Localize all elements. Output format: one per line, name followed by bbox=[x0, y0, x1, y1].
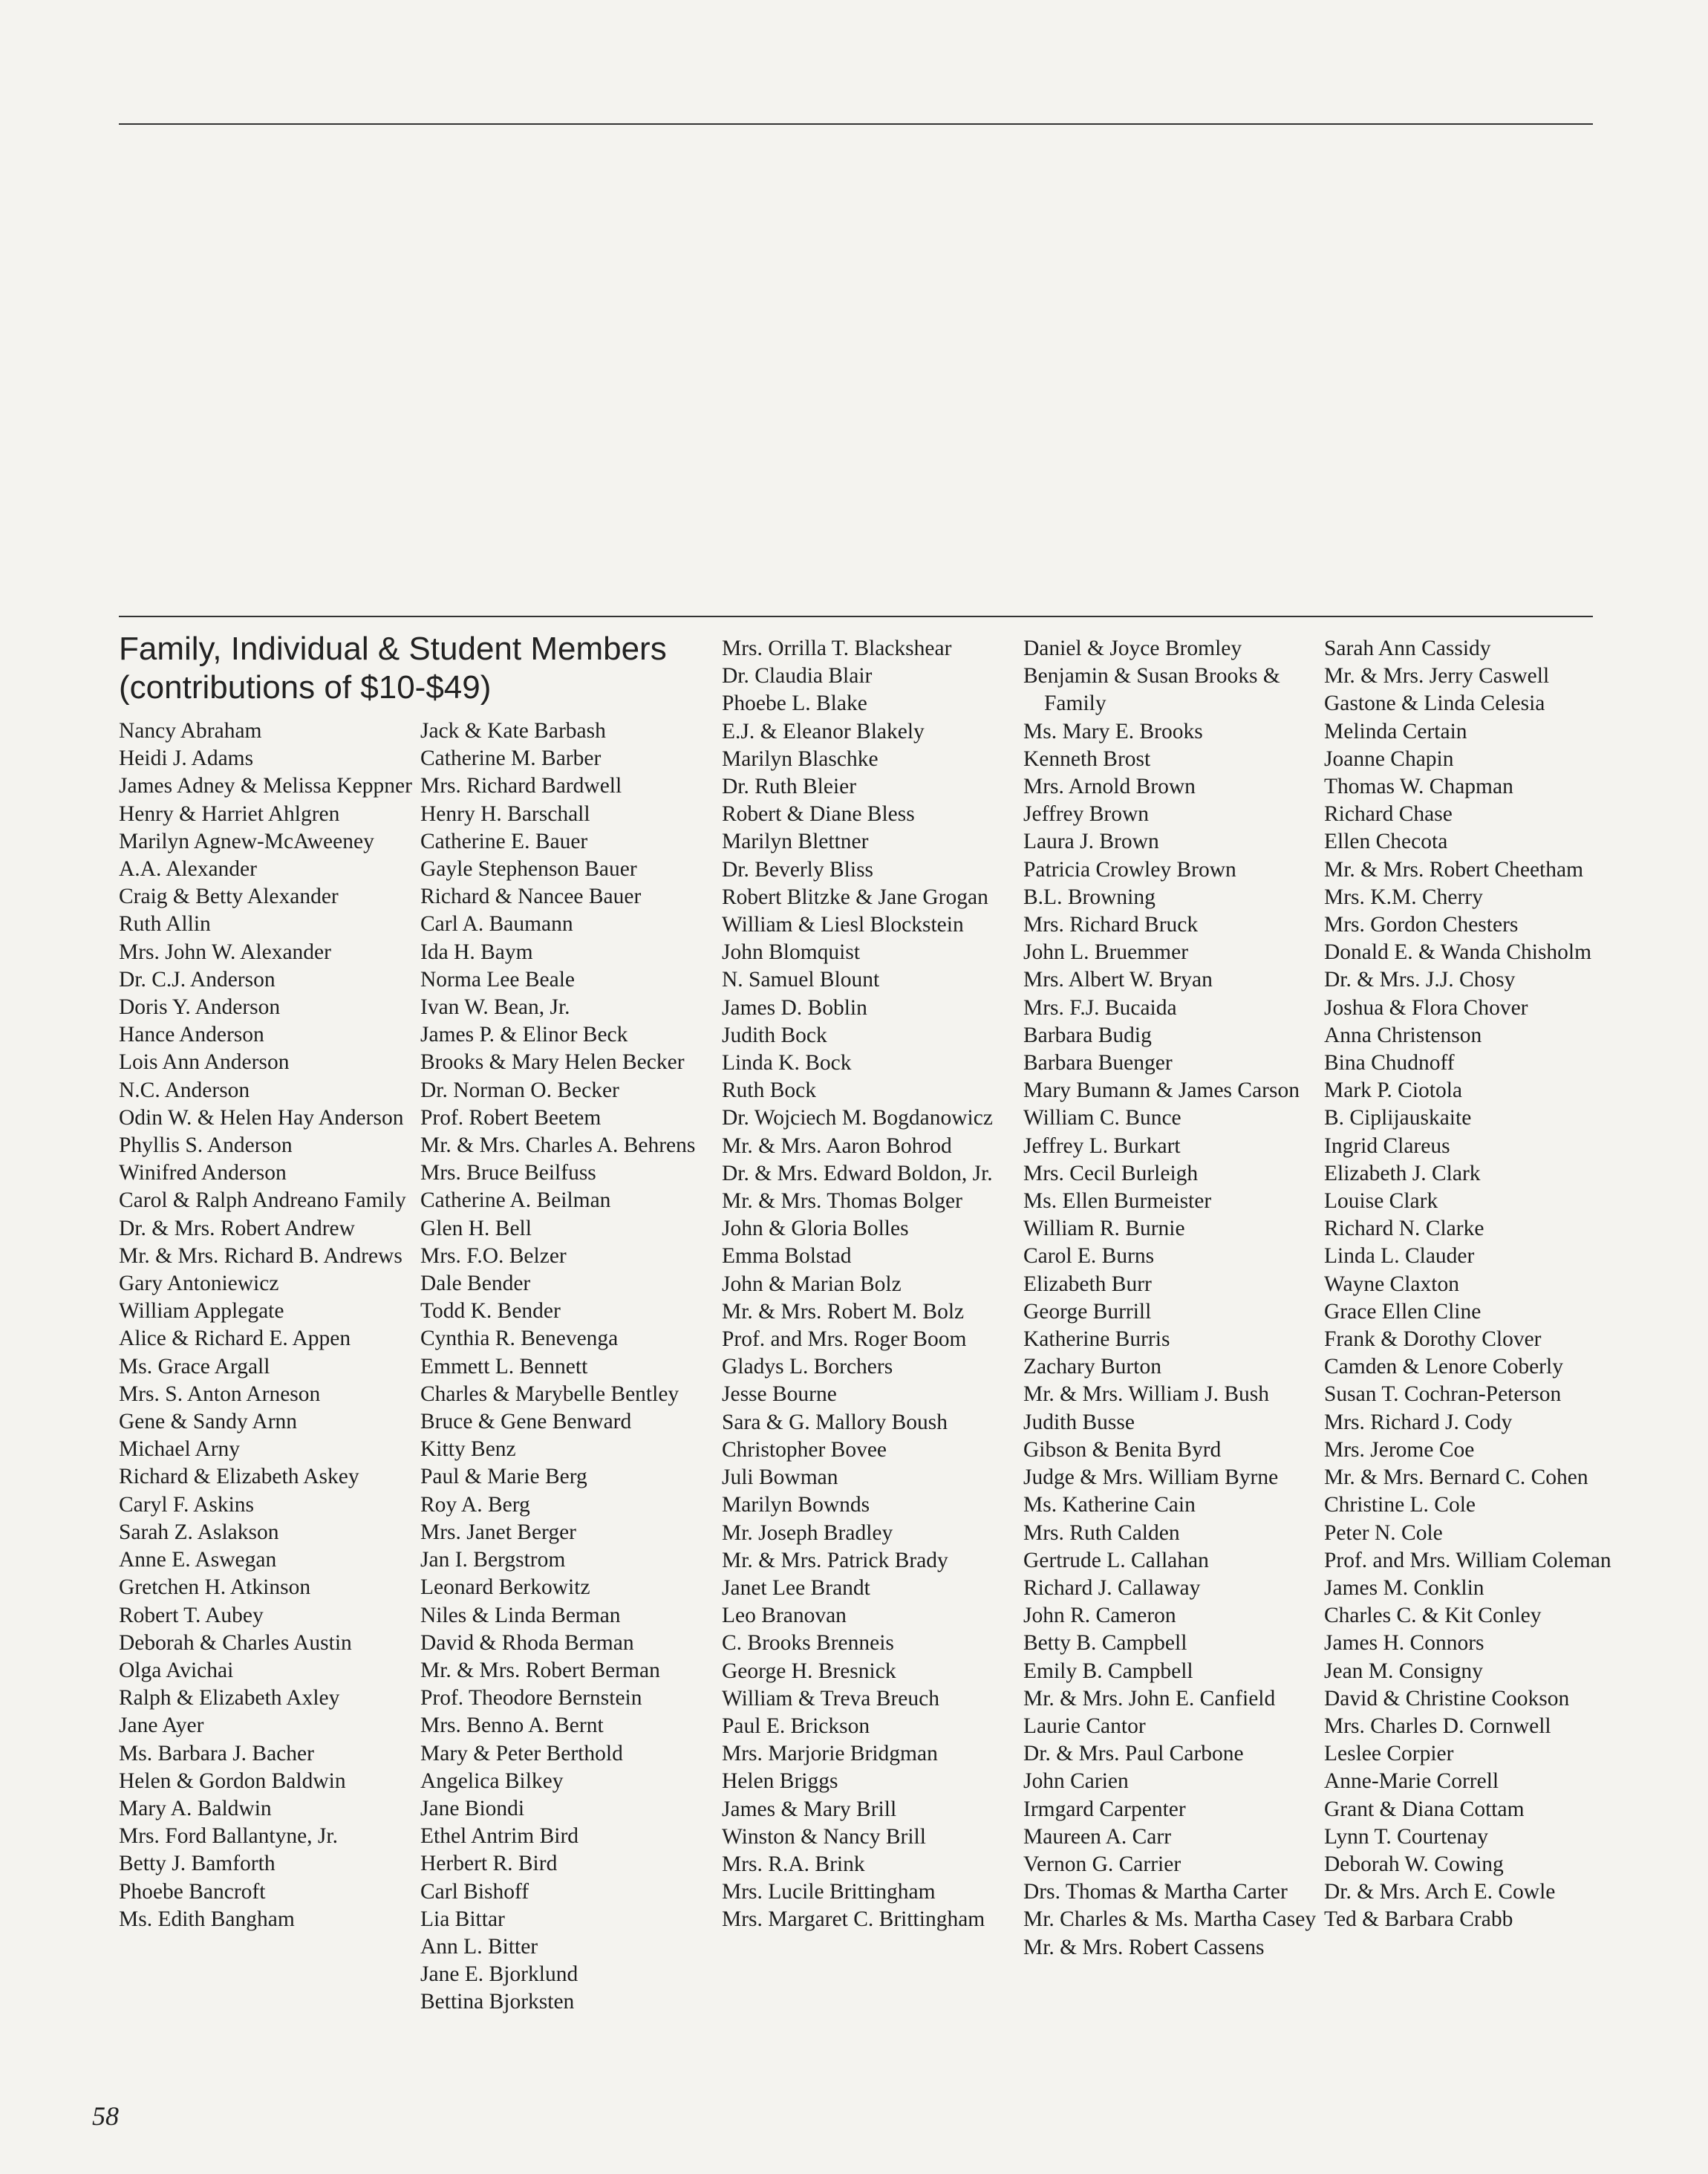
member-name: Ms. Katherine Cain bbox=[1023, 1493, 1196, 1517]
member-name: Bettina Bjorksten bbox=[420, 1990, 575, 2014]
member-name: Ms. Barbara J. Bacher bbox=[119, 1741, 314, 1765]
member-name: Prof. Robert Beetem bbox=[420, 1105, 602, 1130]
member-name: Dr. Ruth Bleier bbox=[722, 775, 857, 799]
member-name: Anna Christenson bbox=[1324, 1023, 1482, 1047]
member-name: Mrs. Orrilla T. Blackshear bbox=[722, 637, 952, 660]
member-name: Mrs. Margaret C. Brittingham bbox=[722, 1907, 985, 1932]
member-name: James Adney & Melissa Keppner bbox=[119, 774, 412, 798]
member-name: Mr. & Mrs. Thomas Bolger bbox=[722, 1189, 962, 1214]
member-name: Leslee Corpier bbox=[1324, 1742, 1454, 1766]
member-name: Sara & G. Mallory Boush bbox=[722, 1410, 948, 1434]
member-name: Bruce & Gene Benward bbox=[420, 1410, 632, 1434]
member-name: Juli Bowman bbox=[722, 1465, 838, 1490]
member-name: Helen Briggs bbox=[722, 1769, 838, 1794]
member-name: Norma Lee Beale bbox=[420, 967, 576, 992]
member-column-1 bbox=[119, 717, 412, 1933]
member-name: Deborah & Charles Austin bbox=[119, 1630, 352, 1655]
member-name: Mrs. Bruce Beilfuss bbox=[420, 1161, 596, 1185]
member-name: Charles C. & Kit Conley bbox=[1324, 1604, 1542, 1628]
member-name: Mr. & Mrs. William J. Bush bbox=[1023, 1382, 1269, 1407]
member-name: James & Mary Brill bbox=[722, 1797, 897, 1821]
member-name: Frank & Dorothy Clover bbox=[1324, 1327, 1542, 1352]
section-heading bbox=[119, 630, 683, 707]
member-name: Ingrid Clareus bbox=[1324, 1133, 1450, 1158]
member-name: Jane Biondi bbox=[420, 1796, 525, 1820]
member-name: Angelica Bilkey bbox=[420, 1768, 564, 1793]
member-name: Paul E. Brickson bbox=[722, 1714, 870, 1738]
member-name: Patricia Crowley Brown bbox=[1023, 857, 1236, 882]
member-name: Niles & Linda Berman bbox=[420, 1603, 621, 1627]
member-name: Mrs. Albert W. Bryan bbox=[1023, 968, 1213, 992]
heading-line-2: (contributions of $10-$49) bbox=[119, 669, 492, 706]
member-name: John Blomquist bbox=[722, 940, 861, 965]
member-name: Mrs. F.J. Bucaida bbox=[1023, 995, 1177, 1020]
member-name: Joshua & Flora Chover bbox=[1324, 995, 1528, 1020]
member-name: Caryl F. Askins bbox=[119, 1492, 255, 1517]
member-name: Mary Bumann & James Carson bbox=[1023, 1078, 1300, 1103]
member-name: Mrs. F.O. Belzer bbox=[420, 1243, 567, 1268]
member-name: Prof. and Mrs. William Coleman bbox=[1324, 1548, 1611, 1572]
member-name: Mr. & Mrs. Charles A. Behrens bbox=[420, 1133, 696, 1158]
member-name: Doris Y. Anderson bbox=[119, 995, 281, 1020]
member-name: Richard & Elizabeth Askey bbox=[119, 1465, 359, 1489]
member-name: Grant & Diana Cottam bbox=[1324, 1797, 1525, 1821]
member-name: Grace Ellen Cline bbox=[1324, 1299, 1482, 1324]
member-name: Melinda Certain bbox=[1324, 719, 1467, 743]
member-name: James H. Connors bbox=[1324, 1631, 1484, 1656]
member-name: Catherine M. Barber bbox=[420, 746, 602, 771]
member-name: Jeffrey L. Burkart bbox=[1023, 1133, 1181, 1158]
member-name: Gastone & Linda Celesia bbox=[1324, 691, 1545, 716]
member-name: Mrs. Richard J. Cody bbox=[1324, 1410, 1513, 1434]
member-name: Sarah Ann Cassidy bbox=[1324, 637, 1491, 660]
member-name: Janet Lee Brandt bbox=[722, 1575, 870, 1600]
member-name: Gayle Stephenson Bauer bbox=[420, 857, 637, 882]
member-name: Heidi J. Adams bbox=[119, 746, 254, 771]
section-rule bbox=[119, 616, 1593, 617]
member-name: Helen & Gordon Baldwin bbox=[119, 1768, 346, 1793]
member-name: Phyllis S. Anderson bbox=[119, 1133, 293, 1158]
member-name: Benjamin & Susan Brooks & Family bbox=[1023, 664, 1280, 716]
member-name: Christopher Bovee bbox=[722, 1437, 887, 1462]
member-name: Carl Bishoff bbox=[420, 1879, 529, 1904]
member-name: Kitty Benz bbox=[420, 1437, 516, 1462]
member-name: Ms. Mary E. Brooks bbox=[1023, 719, 1203, 743]
member-name: Susan T. Cochran-Peterson bbox=[1324, 1382, 1562, 1407]
member-name: Joanne Chapin bbox=[1324, 746, 1454, 771]
member-column-3 bbox=[722, 635, 1015, 1934]
member-name: Barbara Buenger bbox=[1023, 1051, 1173, 1075]
member-name: Mr. & Mrs. John E. Canfield bbox=[1023, 1686, 1276, 1711]
member-name: Phoebe L. Blake bbox=[722, 691, 867, 716]
member-name: Emily B. Campbell bbox=[1023, 1659, 1193, 1683]
member-name: Laura J. Brown bbox=[1023, 830, 1159, 854]
member-name: B. Ciplijauskaite bbox=[1324, 1106, 1472, 1130]
member-name: Mr. & Mrs. Robert M. Bolz bbox=[722, 1299, 965, 1324]
member-name: Gary Antoniewicz bbox=[119, 1272, 279, 1296]
member-name: Wayne Claxton bbox=[1324, 1272, 1459, 1296]
member-name: Brooks & Mary Helen Becker bbox=[420, 1050, 685, 1075]
member-name: George Burrill bbox=[1023, 1299, 1152, 1324]
member-name: Mary & Peter Berthold bbox=[420, 1741, 623, 1765]
member-name: Mrs. Cecil Burleigh bbox=[1023, 1161, 1199, 1185]
member-name: James P. & Elinor Beck bbox=[420, 1023, 628, 1047]
member-name: Mrs. Charles D. Cornwell bbox=[1324, 1714, 1551, 1738]
member-name: Ellen Checota bbox=[1324, 830, 1448, 854]
member-name: Henry H. Barschall bbox=[420, 801, 590, 826]
member-name: Carl A. Baumann bbox=[420, 912, 573, 937]
member-name: Mrs. K.M. Cherry bbox=[1324, 885, 1483, 909]
member-name: Mrs. Jerome Coe bbox=[1324, 1437, 1475, 1462]
member-name: Roy A. Berg bbox=[420, 1492, 530, 1517]
member-name: Craig & Betty Alexander bbox=[119, 885, 339, 909]
member-name: Winston & Nancy Brill bbox=[722, 1824, 926, 1849]
member-column-5 bbox=[1324, 635, 1617, 1934]
member-name: Cynthia R. Benevenga bbox=[420, 1327, 619, 1351]
member-name: Robert & Diane Bless bbox=[722, 802, 915, 827]
member-name: Odin W. & Helen Hay Anderson bbox=[119, 1105, 404, 1130]
member-name: Dr. & Mrs. J.J. Chosy bbox=[1324, 968, 1516, 992]
member-name: Marilyn Bownds bbox=[722, 1493, 870, 1517]
member-name: Mr. & Mrs. Robert Berman bbox=[420, 1658, 660, 1682]
member-name: Dr. & Mrs. Robert Andrew bbox=[119, 1216, 355, 1240]
member-name: James D. Boblin bbox=[722, 995, 867, 1020]
member-name: Ida H. Baym bbox=[420, 940, 533, 964]
member-name: Carol E. Burns bbox=[1023, 1244, 1155, 1269]
member-name: Lois Ann Anderson bbox=[119, 1050, 290, 1075]
member-name: Olga Avichai bbox=[119, 1658, 234, 1682]
member-name: Jeffrey Brown bbox=[1023, 802, 1150, 827]
heading-line-1: Family, Individual & Student Members bbox=[119, 631, 667, 667]
top-rule bbox=[119, 123, 1593, 125]
member-name: Robert T. Aubey bbox=[119, 1603, 264, 1627]
member-name: Henry & Harriet Ahlgren bbox=[119, 801, 340, 826]
member-name: John & Marian Bolz bbox=[722, 1272, 902, 1296]
member-name: Paul & Marie Berg bbox=[420, 1465, 587, 1489]
member-name: Jack & Kate Barbash bbox=[420, 719, 606, 743]
member-name: Bina Chudnoff bbox=[1324, 1051, 1455, 1075]
member-name: Jean M. Consigny bbox=[1324, 1659, 1483, 1683]
member-name: Richard & Nancee Bauer bbox=[420, 885, 642, 909]
member-name: C. Brooks Brenneis bbox=[722, 1631, 894, 1656]
member-name: Betty B. Campbell bbox=[1023, 1631, 1187, 1656]
member-name: Anne-Marie Correll bbox=[1324, 1769, 1499, 1794]
member-name: William R. Burnie bbox=[1023, 1217, 1185, 1241]
member-column-4 bbox=[1023, 635, 1317, 1962]
member-name: A.A. Alexander bbox=[119, 857, 257, 882]
member-name: William & Liesl Blockstein bbox=[722, 913, 964, 937]
member-name: Marilyn Blettner bbox=[722, 830, 869, 854]
member-name: Mrs. Richard Bruck bbox=[1023, 913, 1199, 937]
member-name: Anne E. Aswegan bbox=[119, 1548, 277, 1572]
member-name: E.J. & Eleanor Blakely bbox=[722, 719, 925, 743]
member-name: Katherine Burris bbox=[1023, 1327, 1170, 1352]
member-name: Mark P. Ciotola bbox=[1324, 1078, 1463, 1103]
member-name: Mr. Joseph Bradley bbox=[722, 1520, 893, 1545]
member-name: Jane Ayer bbox=[119, 1714, 204, 1738]
member-name: Irmgard Carpenter bbox=[1023, 1797, 1186, 1821]
member-name: Richard Chase bbox=[1324, 802, 1453, 827]
member-name: Mrs. Arnold Brown bbox=[1023, 775, 1196, 799]
member-name: Peter N. Cole bbox=[1324, 1520, 1443, 1545]
member-name: N.C. Anderson bbox=[119, 1078, 250, 1102]
member-name: Daniel & Joyce Bromley bbox=[1023, 637, 1242, 660]
member-name: Phoebe Bancroft bbox=[119, 1879, 266, 1904]
member-name: Robert Blitzke & Jane Grogan bbox=[722, 885, 988, 909]
member-name: Emmett L. Bennett bbox=[420, 1354, 588, 1379]
member-name: George H. Bresnick bbox=[722, 1659, 896, 1683]
member-name: Prof. Theodore Bernstein bbox=[420, 1686, 642, 1711]
member-name: Mr. & Mrs. Richard B. Andrews bbox=[119, 1243, 402, 1268]
member-name: Mr. & Mrs. Robert Cheetham bbox=[1324, 857, 1584, 882]
member-name: Mrs. Benno A. Bernt bbox=[420, 1714, 604, 1738]
member-name: Todd K. Bender bbox=[420, 1299, 561, 1324]
member-name: Jane E. Bjorklund bbox=[420, 1962, 578, 1987]
member-name: Mrs. Gordon Chesters bbox=[1324, 913, 1519, 937]
member-name: Zachary Burton bbox=[1023, 1355, 1161, 1379]
member-name: N. Samuel Blount bbox=[722, 968, 880, 992]
member-name: Dale Bender bbox=[420, 1272, 531, 1296]
member-name: Gibson & Benita Byrd bbox=[1023, 1437, 1222, 1462]
member-name: Sarah Z. Aslakson bbox=[119, 1520, 279, 1544]
member-name: Nancy Abraham bbox=[119, 719, 262, 743]
member-name: Ms. Ellen Burmeister bbox=[1023, 1189, 1212, 1214]
member-name: Mrs. Lucile Brittingham bbox=[722, 1880, 936, 1904]
member-name: Leonard Berkowitz bbox=[420, 1575, 590, 1600]
member-name: John R. Cameron bbox=[1023, 1604, 1176, 1628]
member-column-2 bbox=[420, 717, 714, 2017]
member-name: Ann L. Bitter bbox=[420, 1934, 538, 1959]
member-name: Ethel Antrim Bird bbox=[420, 1824, 579, 1849]
member-name: Linda K. Bock bbox=[722, 1051, 852, 1075]
member-name: William C. Bunce bbox=[1023, 1106, 1181, 1130]
member-name: Judge & Mrs. William Byrne bbox=[1023, 1465, 1279, 1490]
member-name: Ms. Edith Bangham bbox=[119, 1907, 295, 1931]
member-name: Winifred Anderson bbox=[119, 1161, 287, 1185]
member-name: Mr. & Mrs. Robert Cassens bbox=[1023, 1935, 1265, 1959]
member-name: Maureen A. Carr bbox=[1023, 1824, 1172, 1849]
member-name: Elizabeth Burr bbox=[1023, 1272, 1152, 1296]
member-name: Dr. & Mrs. Arch E. Cowle bbox=[1324, 1880, 1556, 1904]
member-name: Herbert R. Bird bbox=[420, 1852, 558, 1876]
member-name: Dr. C.J. Anderson bbox=[119, 967, 276, 992]
member-name: Louise Clark bbox=[1324, 1189, 1438, 1214]
member-name: Gladys L. Borchers bbox=[722, 1355, 893, 1379]
member-name: Mrs. S. Anton Arneson bbox=[119, 1381, 321, 1406]
member-name: Marilyn Blaschke bbox=[722, 746, 879, 771]
member-name: Alice & Richard E. Appen bbox=[119, 1327, 351, 1351]
member-name: James M. Conklin bbox=[1324, 1575, 1484, 1600]
member-name: Christine L. Cole bbox=[1324, 1493, 1476, 1517]
member-name: Mr. & Mrs. Aaron Bohrod bbox=[722, 1133, 952, 1158]
member-name: Camden & Lenore Coberly bbox=[1324, 1355, 1563, 1379]
member-name: Mr. Charles & Ms. Martha Casey bbox=[1023, 1907, 1317, 1932]
member-name: Ivan W. Bean, Jr. bbox=[420, 995, 570, 1020]
member-name: Mrs. Janet Berger bbox=[420, 1520, 577, 1544]
member-name: Mrs. R.A. Brink bbox=[722, 1852, 865, 1876]
member-name: Jan I. Bergstrom bbox=[420, 1548, 566, 1572]
member-name: David & Rhoda Berman bbox=[420, 1630, 634, 1655]
member-name: John & Gloria Bolles bbox=[722, 1217, 909, 1241]
member-name: Mr. & Mrs. Jerry Caswell bbox=[1324, 664, 1550, 689]
member-name: Catherine A. Beilman bbox=[420, 1188, 611, 1213]
member-name: Mary A. Baldwin bbox=[119, 1796, 272, 1820]
member-name: Lynn T. Courtenay bbox=[1324, 1824, 1488, 1849]
member-name: Deborah W. Cowing bbox=[1324, 1852, 1504, 1876]
member-name: Drs. Thomas & Martha Carter bbox=[1023, 1880, 1288, 1904]
member-name: Charles & Marybelle Bentley bbox=[420, 1381, 679, 1406]
member-name: Gertrude L. Callahan bbox=[1023, 1548, 1209, 1572]
member-name: Emma Bolstad bbox=[722, 1244, 852, 1269]
member-name: Donald E. & Wanda Chisholm bbox=[1324, 940, 1592, 965]
member-name: Carol & Ralph Andreano Family bbox=[119, 1188, 406, 1213]
member-name: Ted & Barbara Crabb bbox=[1324, 1907, 1513, 1932]
member-name: Thomas W. Chapman bbox=[1324, 775, 1513, 799]
member-name: Jesse Bourne bbox=[722, 1382, 837, 1407]
member-name: Dr. Norman O. Becker bbox=[420, 1078, 619, 1102]
member-name: Mrs. Marjorie Bridgman bbox=[722, 1742, 938, 1766]
member-name: Mr. & Mrs. Bernard C. Cohen bbox=[1324, 1465, 1588, 1490]
member-name: Marilyn Agnew-McAweeney bbox=[119, 829, 374, 853]
member-name: B.L. Browning bbox=[1023, 885, 1155, 909]
member-name: Mrs. John W. Alexander bbox=[119, 940, 331, 964]
member-name: Dr. Beverly Bliss bbox=[722, 857, 874, 882]
member-name: Ralph & Elizabeth Axley bbox=[119, 1686, 340, 1711]
member-name: Ruth Bock bbox=[722, 1078, 817, 1103]
member-name: Dr. & Mrs. Paul Carbone bbox=[1023, 1742, 1244, 1766]
member-name: Vernon G. Carrier bbox=[1023, 1852, 1181, 1876]
member-name: Kenneth Brost bbox=[1023, 746, 1151, 771]
member-name: John L. Bruemmer bbox=[1023, 940, 1189, 965]
member-name: William & Treva Breuch bbox=[722, 1686, 939, 1711]
member-name: Richard N. Clarke bbox=[1324, 1217, 1484, 1241]
member-name: Mrs. Richard Bardwell bbox=[420, 774, 622, 798]
member-name: Hance Anderson bbox=[119, 1023, 264, 1047]
member-name: David & Christine Cookson bbox=[1324, 1686, 1570, 1711]
member-name: Mrs. Ruth Calden bbox=[1023, 1520, 1180, 1545]
member-name: Laurie Cantor bbox=[1023, 1714, 1146, 1738]
member-name: Gene & Sandy Arnn bbox=[119, 1410, 298, 1434]
member-name: Lia Bittar bbox=[420, 1907, 505, 1931]
member-name: Glen H. Bell bbox=[420, 1216, 532, 1240]
member-name: John Carien bbox=[1023, 1769, 1129, 1794]
page-number: 58 bbox=[92, 2101, 119, 2131]
member-name: Catherine E. Bauer bbox=[420, 829, 588, 853]
member-name: Prof. and Mrs. Roger Boom bbox=[722, 1327, 967, 1352]
member-name: Dr. Claudia Blair bbox=[722, 664, 873, 689]
member-name: Elizabeth J. Clark bbox=[1324, 1161, 1481, 1185]
member-name: Leo Branovan bbox=[722, 1604, 847, 1628]
member-name: Ms. Grace Argall bbox=[119, 1354, 270, 1379]
member-name: Judith Busse bbox=[1023, 1410, 1135, 1434]
member-name: Barbara Budig bbox=[1023, 1023, 1152, 1047]
member-name: William Applegate bbox=[119, 1299, 284, 1324]
member-name: Dr. & Mrs. Edward Boldon, Jr. bbox=[722, 1161, 993, 1185]
member-name: Mr. & Mrs. Patrick Brady bbox=[722, 1548, 948, 1572]
member-name: Dr. Wojciech M. Bogdanowicz bbox=[722, 1106, 993, 1130]
member-name: Gretchen H. Atkinson bbox=[119, 1575, 311, 1600]
member-name: Michael Arny bbox=[119, 1437, 241, 1462]
member-name: Ruth Allin bbox=[119, 912, 211, 937]
member-name: Richard J. Callaway bbox=[1023, 1575, 1201, 1600]
member-name: Mrs. Ford Ballantyne, Jr. bbox=[119, 1824, 338, 1849]
member-name: Betty J. Bamforth bbox=[119, 1852, 276, 1876]
member-name: Judith Bock bbox=[722, 1023, 827, 1047]
member-name: Linda L. Clauder bbox=[1324, 1244, 1475, 1269]
